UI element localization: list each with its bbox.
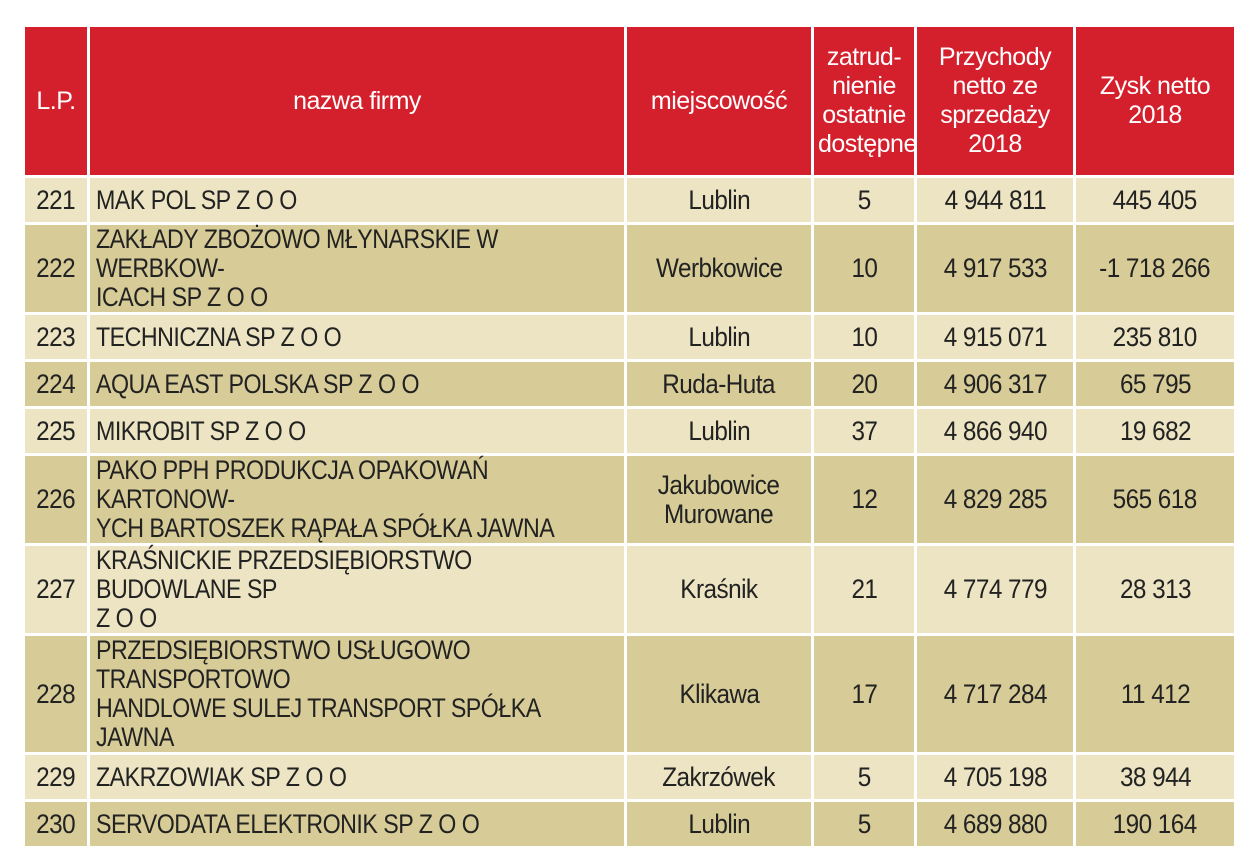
cell-company-name (90, 315, 624, 359)
cell-city (627, 546, 811, 633)
table-row (25, 225, 1234, 312)
cell-profit-text: 190 164 (1112, 808, 1198, 839)
cell-employment-text: 20 (851, 368, 877, 399)
cell-city-text: Jakubowice Murowane (658, 469, 780, 529)
cell-city (627, 225, 811, 312)
cell-revenue-text: 4 944 811 (944, 184, 1046, 215)
table-row (25, 802, 1234, 846)
cell-company-name-text: KRAŚNICKIE PRZEDSIĘBIORSTWO BUDOWLANE SP Z O O (96, 545, 472, 633)
table-row (25, 409, 1234, 453)
cell-lp (25, 178, 87, 222)
cell-revenue (917, 636, 1073, 752)
cell-employment (814, 409, 914, 453)
table-body (25, 178, 1234, 846)
cell-lp (25, 409, 87, 453)
cell-revenue (917, 178, 1073, 222)
cell-company-name (90, 636, 624, 752)
header-city: miejscowość (627, 27, 811, 175)
cell-employment-text: 21 (851, 574, 877, 604)
cell-revenue (917, 456, 1073, 543)
cell-lp-text: 223 (36, 321, 76, 352)
cell-employment (814, 755, 914, 799)
cell-lp (25, 225, 87, 312)
cell-lp-text: 222 (36, 253, 76, 283)
cell-revenue (917, 755, 1073, 799)
cell-company-name-text: ZAKRZOWIAK SP Z O O (96, 761, 347, 792)
cell-revenue-text: 4 917 533 (943, 253, 1047, 283)
cell-revenue-text: 4 915 071 (943, 321, 1047, 352)
cell-city (627, 362, 811, 406)
cell-profit (1076, 409, 1234, 453)
cell-employment (814, 546, 914, 633)
cell-employment-text: 37 (851, 415, 877, 446)
cell-lp-text: 227 (36, 574, 76, 604)
cell-company-name-text: ZAKŁADY ZBOŻOWO MŁYNARSKIE W WERBKOW- ICACH SP Z O O (96, 224, 498, 312)
cell-profit (1076, 315, 1234, 359)
header-employment: zatrud- nienie ostatnie dostępne (814, 27, 914, 175)
cell-company-name-text: AQUA EAST POLSKA SP Z O O (96, 368, 420, 399)
cell-lp-text: 226 (36, 484, 76, 514)
cell-employment (814, 636, 914, 752)
cell-company-name (90, 802, 624, 846)
cell-city-text: Klikawa (679, 678, 759, 709)
cell-company-name-text: TECHNICZNA SP Z O O (96, 321, 342, 352)
cell-employment-text: 10 (851, 253, 877, 283)
cell-profit-text: 235 810 (1112, 321, 1198, 352)
header-lp: L.P. (25, 27, 87, 175)
cell-profit (1076, 636, 1234, 752)
cell-lp-text: 221 (36, 184, 76, 215)
company-ranking-table (22, 24, 1237, 849)
cell-employment (814, 225, 914, 312)
table-row (25, 456, 1234, 543)
cell-city-text: Zakrzówek (662, 761, 776, 792)
cell-company-name-text: PAKO PPH PRODUKCJA OPAKOWAŃ KARTONOW- YCH BARTOSZEK RĄPAŁA SPÓŁKA JAWNA (96, 455, 555, 543)
cell-city-text: Ruda-Huta (662, 368, 776, 399)
cell-city (627, 456, 811, 543)
cell-revenue (917, 315, 1073, 359)
cell-city-text: Werbkowice (655, 253, 783, 283)
cell-employment-text: 12 (851, 484, 877, 514)
cell-profit-text: 65 795 (1119, 368, 1191, 399)
cell-company-name (90, 362, 624, 406)
cell-revenue (917, 409, 1073, 453)
cell-profit (1076, 178, 1234, 222)
cell-revenue (917, 362, 1073, 406)
cell-lp-text: 229 (36, 761, 76, 792)
cell-company-name-text: PRZEDSIĘBIORSTWO USŁUGOWO TRANSPORTOWO HANDLOWE SULEJ TRANSPORT SPÓŁKA JAWNA (96, 635, 540, 752)
cell-lp-text: 228 (36, 678, 76, 709)
cell-profit (1076, 546, 1234, 633)
cell-company-name-text: MAK POL SP Z O O (96, 184, 297, 215)
table-row (25, 546, 1234, 633)
cell-revenue (917, 802, 1073, 846)
cell-city (627, 315, 811, 359)
cell-company-name (90, 456, 624, 543)
cell-city-text: Lublin (688, 184, 750, 215)
cell-lp (25, 802, 87, 846)
cell-lp-text: 230 (36, 808, 76, 839)
cell-lp (25, 362, 87, 406)
cell-lp (25, 546, 87, 633)
cell-city (627, 802, 811, 846)
cell-city-text: Lublin (688, 415, 750, 446)
cell-lp (25, 456, 87, 543)
cell-employment-text: 5 (857, 184, 871, 215)
cell-profit-text: 445 405 (1112, 184, 1198, 215)
cell-revenue-text: 4 866 940 (943, 415, 1047, 446)
cell-profit (1076, 225, 1234, 312)
cell-profit-text: 11 412 (1120, 678, 1190, 709)
cell-city (627, 755, 811, 799)
cell-profit (1076, 456, 1234, 543)
cell-company-name-text: SERVODATA ELEKTRONIK SP Z O O (96, 808, 480, 839)
header-revenue: Przychody netto ze sprzedaży 2018 (917, 27, 1073, 175)
cell-revenue (917, 546, 1073, 633)
cell-revenue-text: 4 829 285 (943, 484, 1047, 514)
table-row (25, 178, 1234, 222)
cell-employment (814, 456, 914, 543)
cell-revenue-text: 4 906 317 (943, 368, 1047, 399)
cell-lp-text: 224 (36, 368, 76, 399)
cell-revenue-text: 4 717 284 (943, 678, 1047, 709)
header-company-name: nazwa firmy (90, 27, 624, 175)
cell-company-name (90, 755, 624, 799)
cell-profit-text: 19 682 (1119, 415, 1191, 446)
cell-profit-text: 565 618 (1112, 484, 1198, 514)
cell-employment (814, 362, 914, 406)
cell-city (627, 636, 811, 752)
table-row (25, 362, 1234, 406)
cell-employment (814, 178, 914, 222)
cell-employment-text: 5 (857, 761, 871, 792)
cell-employment-text: 17 (851, 678, 877, 709)
cell-company-name-text: MIKROBIT SP Z O O (96, 415, 306, 446)
cell-profit (1076, 362, 1234, 406)
header-profit: Zysk netto 2018 (1076, 27, 1234, 175)
cell-profit-text: 28 313 (1119, 574, 1191, 604)
cell-city (627, 409, 811, 453)
cell-company-name (90, 546, 624, 633)
ranking-table-container (22, 24, 1234, 849)
header-row (25, 27, 1234, 175)
cell-revenue (917, 225, 1073, 312)
cell-employment (814, 315, 914, 359)
table-row (25, 755, 1234, 799)
cell-employment-text: 5 (857, 808, 871, 839)
cell-city (627, 178, 811, 222)
cell-profit (1076, 802, 1234, 846)
cell-lp (25, 315, 87, 359)
cell-city-text: Kraśnik (680, 574, 758, 604)
cell-profit-text: -1 718 266 (1099, 253, 1211, 283)
cell-employment-text: 10 (851, 321, 877, 352)
cell-lp (25, 636, 87, 752)
cell-profit-text: 38 944 (1119, 761, 1191, 792)
cell-profit (1076, 755, 1234, 799)
cell-employment (814, 802, 914, 846)
table-row (25, 315, 1234, 359)
cell-lp (25, 755, 87, 799)
table-row (25, 636, 1234, 752)
cell-revenue-text: 4 689 880 (943, 808, 1047, 839)
cell-city-text: Lublin (688, 808, 750, 839)
cell-company-name (90, 225, 624, 312)
cell-company-name (90, 178, 624, 222)
cell-lp-text: 225 (36, 415, 76, 446)
cell-company-name (90, 409, 624, 453)
cell-revenue-text: 4 705 198 (943, 761, 1047, 792)
cell-revenue-text: 4 774 779 (943, 574, 1047, 604)
cell-city-text: Lublin (688, 321, 750, 352)
